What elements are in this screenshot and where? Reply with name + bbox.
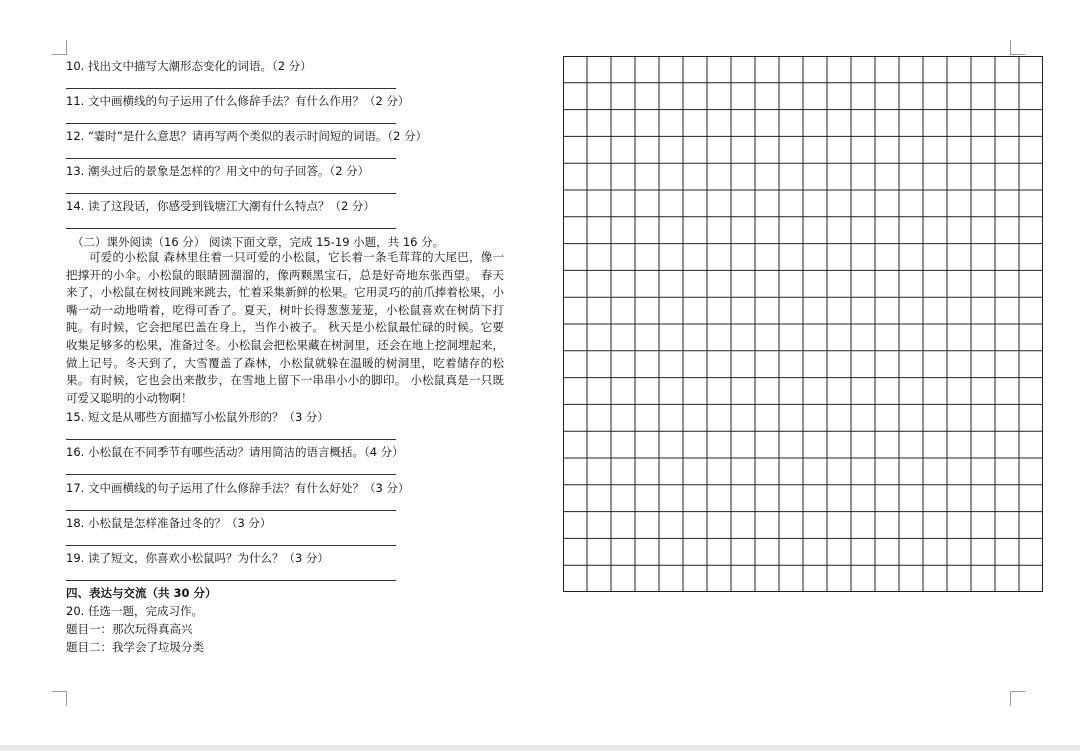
answer-line[interactable] xyxy=(66,158,396,159)
question-11: 11. 文中画横线的句子运用了什么修辞手法？有什么作用？（2 分） xyxy=(66,94,410,108)
answer-line[interactable] xyxy=(66,123,396,124)
answer-line[interactable] xyxy=(66,545,396,546)
question-13: 13. 潮头过后的景象是怎样的？用文中的句子回答。（2 分） xyxy=(66,164,370,178)
topic-2: 题目二：我学会了垃圾分类 xyxy=(66,640,204,654)
section-2-heading: （二）课外阅读（16 分） 阅读下面文章，完成 15-19 小题，共 16 分。 xyxy=(72,235,445,249)
section-4-heading: 四、表达与交流（共 30 分） xyxy=(66,586,217,600)
crop-mark-top-left xyxy=(52,40,67,55)
question-19: 19. 读了短文，你喜欢小松鼠吗？为什么？（3 分） xyxy=(66,551,329,565)
answer-line[interactable] xyxy=(66,88,396,89)
question-14: 14. 读了这段话，你感受到钱塘江大潮有什么特点？（2 分） xyxy=(66,199,375,213)
question-10: 10. 找出文中描写大潮形态变化的词语。（2 分） xyxy=(66,59,312,73)
question-15: 15. 短文是从哪些方面描写小松鼠外形的？（3 分） xyxy=(66,410,329,424)
question-17: 17. 文中画横线的句子运用了什么修辞手法？有什么好处？（3 分） xyxy=(66,481,410,495)
answer-line[interactable] xyxy=(66,228,396,229)
answer-line[interactable] xyxy=(66,580,396,581)
answer-line[interactable] xyxy=(66,193,396,194)
writing-grid[interactable] xyxy=(563,56,1043,592)
question-18: 18. 小松鼠是怎样准备过冬的？（3 分） xyxy=(66,516,272,530)
crop-mark-bottom-left xyxy=(52,691,67,706)
answer-line[interactable] xyxy=(66,510,396,511)
topic-1: 题目一：那次玩得真高兴 xyxy=(66,622,193,636)
crop-mark-top-right xyxy=(1010,40,1025,55)
answer-line[interactable] xyxy=(66,474,396,475)
question-16: 16. 小松鼠在不同季节有哪些活动？请用简洁的语言概括。（4 分） xyxy=(66,445,404,459)
writing-task: 20. 任选一题，完成习作。 xyxy=(66,604,203,618)
reading-passage: 可爱的小松鼠 森林里住着一只可爱的小松鼠，它长着一条毛茸茸的大尾巴，像一把撑开的小伞。小松鼠的眼睛圆溜溜的，像两颗黑宝石，总是好奇地东张西望。 春天来了，小松鼠在树枝间跳来跳去，忙着采集新鲜的松果。它用灵巧的前爪捧着松果，小嘴一动一动地啃着，吃得可香了。夏天，树叶长得葱葱茏茏，小松鼠喜欢在树荫下打盹。有时候，它会把尾巴盖在身上，当作小被子。 秋天是小松鼠最忙碌的时候。它要收集足够多的松果，准备过冬。小松鼠会把松果藏在树洞里，还会在地上挖洞埋起来，做上记号。冬天到了，大雪覆盖了森林，小松鼠就躲在温暖的树洞里，吃着储存的松果。有时候，它也会出来散步，在雪地上留下一串串小小的脚印。 小松鼠真是一只既可爱又聪明的小动物啊！ xyxy=(66,250,504,405)
crop-mark-bottom-right xyxy=(1010,691,1025,706)
question-12: 12. “霎时”是什么意思？请再写两个类似的表示时间短的词语。（2 分） xyxy=(66,129,428,143)
answer-line[interactable] xyxy=(66,439,396,440)
